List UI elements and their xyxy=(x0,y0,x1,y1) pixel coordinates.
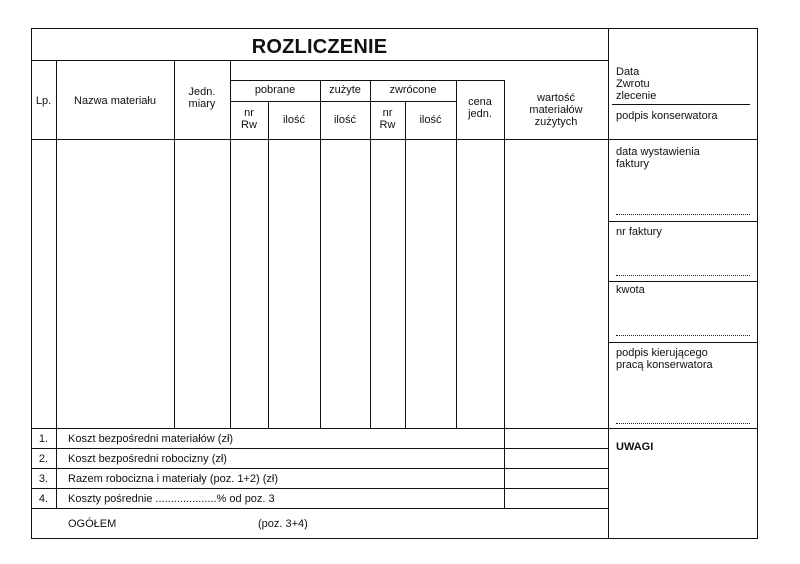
header-jedn-2: miary xyxy=(188,98,216,110)
header-zwrocone: zwrócone xyxy=(389,84,437,96)
side-dots-2 xyxy=(616,275,750,276)
summary-label-4: Koszty pośrednie ....................% od poz. 3 xyxy=(68,493,275,505)
col-rule-zwrocone-nr xyxy=(405,101,406,428)
form-title: ROZLICZENIE xyxy=(251,36,388,58)
header-nazwa: Nazwa materiału xyxy=(74,95,156,107)
header-wartosc-1: wartość xyxy=(537,92,575,104)
header-zwrocone-nr-2: Rw xyxy=(379,119,396,131)
summary-num-1: 1. xyxy=(38,433,49,445)
col-rule-nazwa xyxy=(174,60,175,428)
summary-rule-2 xyxy=(31,468,608,469)
side-rule-3 xyxy=(608,281,758,282)
header-cena-1: cena xyxy=(468,96,492,108)
col-rule-zwrocone xyxy=(456,80,457,428)
header-lp: Lp. xyxy=(35,95,52,107)
side-data-wystawienia-1: data wystawienia xyxy=(616,146,700,158)
col-rule-lp xyxy=(56,60,57,428)
header-pobrane-nr-1: nr xyxy=(244,107,254,119)
header-zwrocone-nr-1: nr xyxy=(382,107,393,119)
title-rule xyxy=(31,60,608,61)
header-cena-2: jedn. xyxy=(468,108,492,120)
side-dots-1 xyxy=(616,214,750,215)
side-podpis-konserwatora: podpis konserwatora xyxy=(616,110,718,122)
body-bottom-rule xyxy=(31,428,608,429)
col-rule-cena xyxy=(504,80,505,509)
header-pobrane: pobrane xyxy=(254,84,296,96)
side-podpis-kierujacego-2: pracą konserwatora xyxy=(616,359,713,371)
side-uwagi: UWAGI xyxy=(616,441,654,453)
summary-rule-1 xyxy=(31,448,608,449)
header-wartosc-3: zużytych xyxy=(534,116,578,128)
summary-label-3: Razem robocizna i materiały (poz. 1+2) (zł) xyxy=(68,473,278,485)
summary-num-rule xyxy=(56,428,57,508)
side-dots-4 xyxy=(616,423,750,424)
side-rule-1 xyxy=(608,139,758,140)
side-rule-4 xyxy=(608,342,758,343)
side-signature-rule xyxy=(612,104,750,105)
side-kwota: kwota xyxy=(616,284,645,296)
side-data-zwrotu-2: Zwrotu xyxy=(616,78,650,90)
col-rule-pobrane-nr xyxy=(268,101,269,428)
group-header-rule xyxy=(230,101,456,102)
header-zuzyte-ilosc: ilość xyxy=(333,114,356,126)
side-rule-2 xyxy=(608,221,758,222)
side-podpis-kierujacego-1: podpis kierującego xyxy=(616,347,708,359)
col-rule-zuzyte xyxy=(370,80,371,428)
header-pobrane-nr-2: Rw xyxy=(241,119,257,131)
side-data-wystawienia-2: faktury xyxy=(616,158,650,170)
side-panel-divider xyxy=(608,28,609,539)
summary-rule-4 xyxy=(31,508,608,509)
header-jedn-1: Jedn. xyxy=(188,86,216,98)
side-rule-5 xyxy=(608,428,758,429)
summary-num-4: 4. xyxy=(38,493,49,505)
side-data-zwrotu-3: zlecenie xyxy=(616,90,657,102)
side-dots-3 xyxy=(616,335,750,336)
group-top-rule xyxy=(230,80,504,81)
col-rule-pobrane xyxy=(320,80,321,428)
summary-num-2: 2. xyxy=(38,453,49,465)
summary-label-1: Koszt bezpośredni materiałów (zł) xyxy=(68,433,234,445)
summary-num-3: 3. xyxy=(38,473,49,485)
summary-rule-3 xyxy=(31,488,608,489)
side-nr-faktury: nr faktury xyxy=(616,226,662,238)
header-pobrane-ilosc: ilość xyxy=(282,114,305,126)
header-zuzyte: zużyte xyxy=(329,84,361,96)
header-zwrocone-ilosc: ilość xyxy=(419,114,442,126)
total-label: OGÓŁEM xyxy=(68,518,117,530)
summary-label-2: Koszt bezpośredni robocizny (zł) xyxy=(68,453,227,465)
side-data-zwrotu-1: Data xyxy=(616,66,640,78)
total-note: (poz. 3+4) xyxy=(258,518,308,530)
header-wartosc-2: materiałów xyxy=(529,104,583,116)
